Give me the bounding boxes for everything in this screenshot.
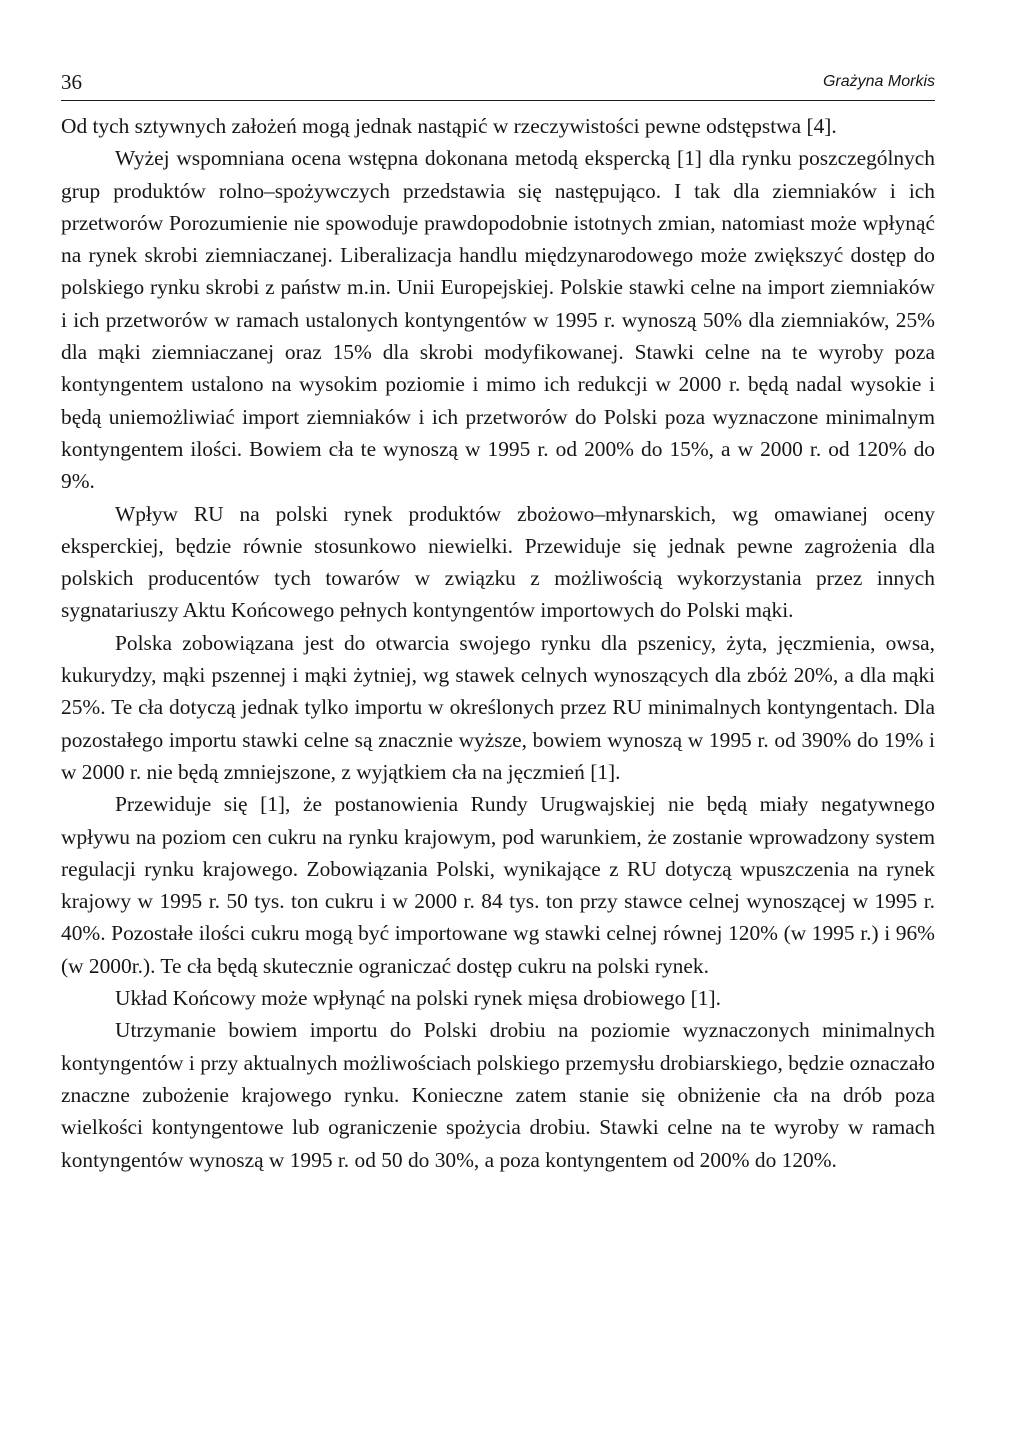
running-head-author: Grażyna Morkis — [822, 73, 935, 90]
body-text — [61, 110, 935, 1176]
page-number: 36 — [61, 70, 82, 94]
paragraph: Utrzymanie bowiem importu do Polski drobiu na poziomie wyznaczonych minimalnych kontyngentów i przy aktualnych możliwościach polskiego przemysłu drobiarskiego, będzie oznaczało znaczne zubożenie krajowego rynku. Konieczne zatem stanie się obniżenie cła na drób poza wielkości kontyngentowe lub ograniczenie spożycia drobiu. Stawki celne na te wyroby w ramach kontyngentów wynoszą w 1995 r. od 50 do 30%, a poza kontyngentem od 200% do 120%. — [61, 1018, 935, 1172]
paragraph: Od tych sztywnych założeń mogą jednak nastąpić w rzeczywistości pewne odstępstwa [4]. — [61, 114, 837, 138]
paragraph: Wyżej wspomniana ocena wstępna dokonana metodą ekspercką [1] dla rynku poszczególnych grup produktów rolno–spożywczych przedstawia się następująco. I tak dla ziemniaków i ich przetworów Porozumienie nie spowoduje prawdopodobnie istotnych zmian, natomiast może wpłynąć na rynek skrobi ziemniaczanej. Liberalizacja handlu międzynarodowego może zwiększyć dostęp do polskiego rynku skrobi z państw m.in. Unii Europejskiej. Polskie stawki celne na import ziemniaków i ich przetworów w ramach ustalonych kontyngentów w 1995 r. wynoszą 50% dla ziemniaków, 25% dla mąki ziemniaczanej oraz 15% dla skrobi modyfikowanej. Stawki celne na te wyroby poza kontyngentem ustalono na wysokim poziomie i mimo ich redukcji w 2000 r. będą nadal wysokie i będą uniemożliwiać import ziemniaków i ich przetworów do Polski poza wyznaczone minimalnym kontyngentem ilości. Bowiem cła te wynoszą w 1995 r. od 200% do 15%, a w 2000 r. od 120% do 9%. — [61, 146, 935, 494]
paragraph: Wpływ RU na polski rynek produktów zbożowo–młynarskich, wg omawianej oceny eksperckiej, będzie równie stosunkowo niewielki. Przewiduje się jednak pewne zagrożenia dla polskich producentów tych towarów w związku z możliwością wykorzystania przez innych sygnatariuszy Aktu Końcowego pełnych kontyngentów importowych do Polski mąki. — [61, 501, 935, 623]
paragraph: Polska zobowiązana jest do otwarcia swojego rynku dla pszenicy, żyta, jęczmienia, owsa, kukurydzy, mąki pszennej i mąki żytniej, wg stawek celnych wynoszących dla zbóż 20%, a dla mąki 25%. Te cła dotyczą jednak tylko importu w określonych przez RU minimalnych kontyngentach. Dla pozostałego importu stawki celne są znacznie wyższe, bowiem wynoszą w 1995 r. od 390% do 19% i w 2000 r. nie będą zmniejszone, z wyjątkiem cła na jęczmień [1]. — [61, 630, 935, 784]
paragraph: Układ Końcowy może wpłynąć na polski rynek mięsa drobiowego [1]. — [115, 986, 721, 1011]
paragraph: Przewiduje się [1], że postanowienia Rundy Urugwajskiej nie będą miały negatywnego wpływu na poziom cen cukru na rynku krajowym, pod warunkiem, że zostanie wprowadzony system regulacji rynku krajowego. Zobowiązania Polski, wynikające z RU dotyczą wpuszczenia na rynek krajowy w 1995 r. 50 tys. ton cukru i w 2000 r. 84 tys. ton przy stawce celnej wynoszącej w 1995 r. 40%. Pozostałe ilości cukru mogą być importowane wg stawki celnej równej 120% (w 1995 r.) i 96% (w 2000r.). Te cła będą skutecznie ograniczać dostęp cukru na polski rynek. — [61, 792, 935, 978]
page-header — [61, 70, 935, 101]
